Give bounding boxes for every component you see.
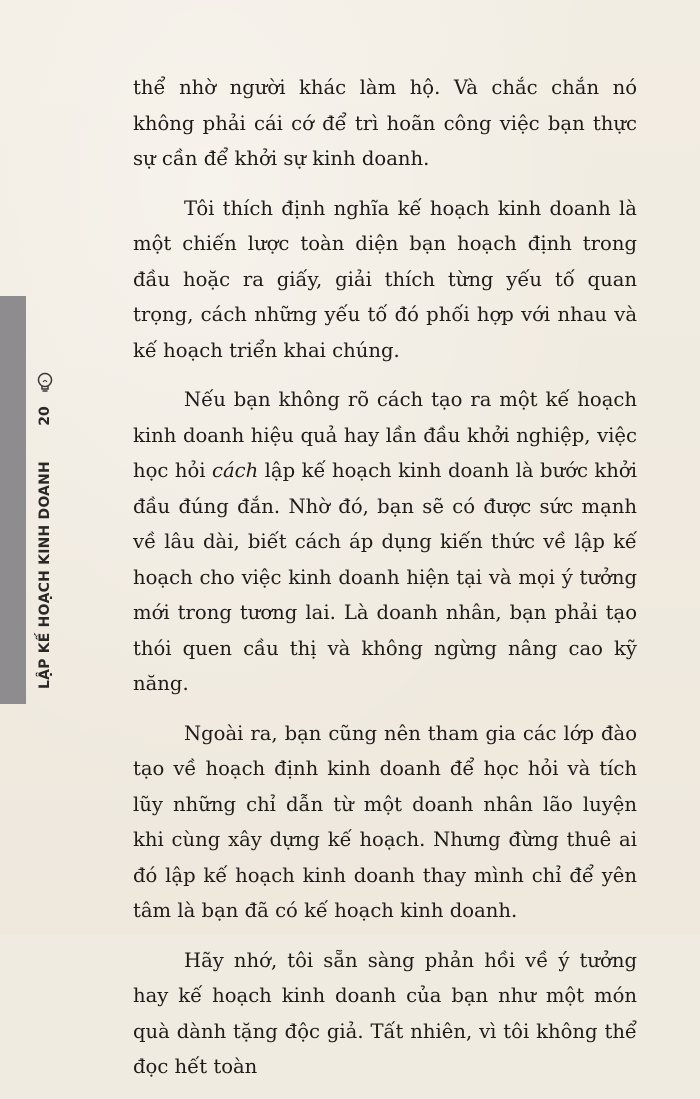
running-title: LẬP KẾ HOẠCH KINH DOANH (37, 461, 53, 689)
body-text (133, 70, 637, 1099)
paragraph-5: Hãy nhớ, tôi sẵn sàng phản hồi về ý tưởng hay kế hoạch kinh doanh của bạn như một món quà dành tặng độc giả. Tất nhiên, vì tôi không thể đọc hết toàn (133, 948, 637, 1078)
paragraph-3-text-before: Nếu bạn không rõ cách tạo ra một kế hoạch kinh doanh hiệu quả hay lần đầu khởi nghiệp, việc học hỏi (133, 388, 637, 482)
paragraph-3 (133, 382, 637, 702)
paragraph-2: Tôi thích định nghĩa kế hoạch kinh doanh là một chiến lược toàn diện bạn hoạch định trong đầu hoặc ra giấy, giải thích từng yếu tố quan trọng, cách những yếu tố đó phối hợp với nhau và kế hoạch triển khai chúng. (133, 196, 637, 362)
paragraph-1: thể nhờ người khác làm hộ. Và chắc chắn nó không phải cái cớ để trì hoãn công việc bạn thực sự cần để khởi sự kinh doanh. (133, 76, 637, 170)
paragraph-3-text-after: lập kế hoạch kinh doanh là bước khởi đầu đúng đắn. Nhờ đó, bạn sẽ có được sức mạnh về lâu dài, biết cách áp dụng kiến thức về lập kế hoạch cho việc kinh doanh hiện tại và mọi ý tưởng mới trong tương lai. Là doanh nhân, bạn phải tạo thói quen cầu thị và không ngừng nâng cao kỹ năng. (133, 459, 637, 695)
lightbulb-icon (33, 370, 57, 394)
paragraph-3-italic-word: cách (211, 459, 259, 482)
page-number: 20 (37, 406, 53, 426)
paragraph-4: Ngoài ra, bạn cũng nên tham gia các lớp đào tạo về hoạch định kinh doanh để học hỏi và tích lũy những chỉ dẫn từ một doanh nhân lão luyện khi cùng xây dựng kế hoạch. Nhưng đừng thuê ai đó lập kế hoạch kinh doanh thay mình chỉ để yên tâm là bạn đã có kế hoạch kinh doanh. (133, 721, 637, 922)
chapter-side-tab (0, 296, 26, 704)
